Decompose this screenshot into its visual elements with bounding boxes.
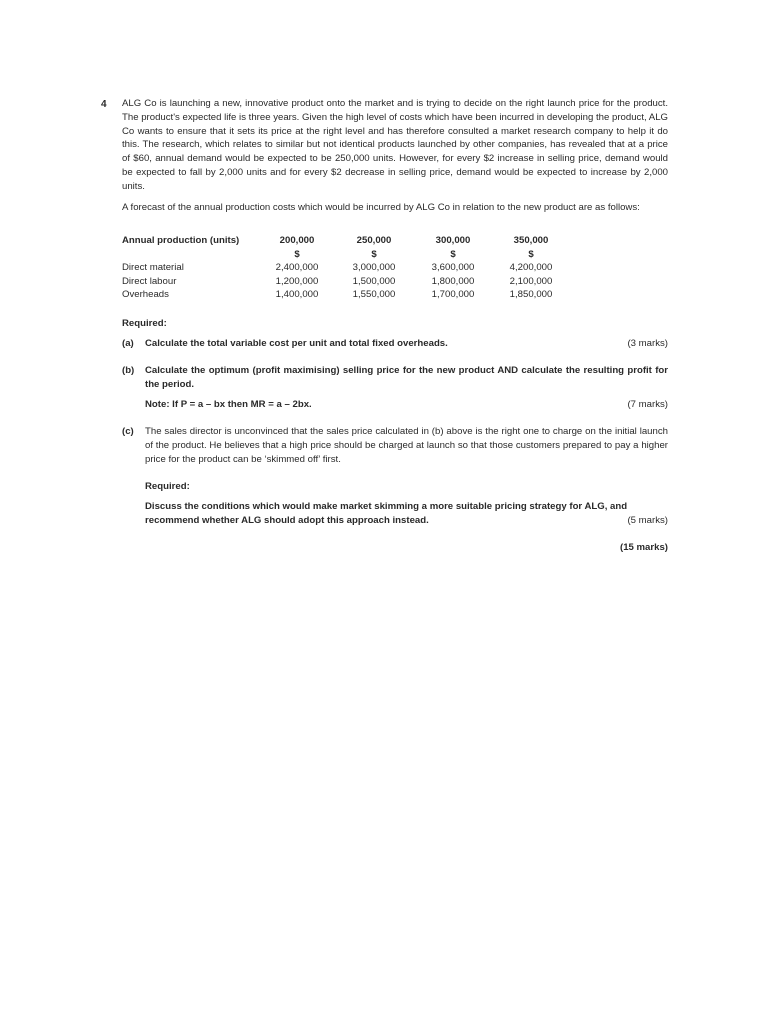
table-cell: 2,400,000: [275, 262, 319, 274]
part-b-note: Note: If P = a – bx then MR = a – 2bx.: [145, 398, 312, 410]
part-c-discuss: [145, 500, 668, 528]
table-cell: 2,100,000: [509, 275, 553, 287]
table-header-label: Annual production (units): [122, 235, 240, 246]
cost-table: [122, 234, 668, 302]
currency-label: $: [450, 248, 456, 260]
table-row: [122, 288, 668, 302]
required-heading: Required:: [122, 318, 167, 329]
table-cell: 1,550,000: [352, 289, 396, 301]
column-header: 300,000: [435, 235, 471, 246]
row-label: Direct labour: [122, 275, 177, 287]
table-cell: 1,850,000: [509, 289, 553, 301]
column-header: 200,000: [279, 235, 315, 246]
question-intro: ALG Co is launching a new, innovative product onto the market and is trying to decide on the right launch price for the product. The product's expected life is three years. Given the high level of costs which have been incurred in developing the product, ALG Co wants to ensure that it sets its price at the right level and has therefore consulted a market research company to help it do this. The research, which relates to similar but not identical products launched by other companies, has revealed that at a price of $60, annual demand would be expected to be 250,000 units. However, for every $2 increase in selling price, demand would be expected to fall by 2,000 units and for every $2 decrease in selling price, demand would be expected to increase by 2,000 units.: [122, 98, 668, 192]
table-cell: 4,200,000: [509, 262, 553, 274]
currency-label: $: [371, 248, 377, 260]
part-c-required-heading: Required:: [145, 481, 190, 492]
discuss-line-2: recommend whether ALG should adopt this approach instead.: [145, 514, 429, 526]
table-cell: 1,200,000: [275, 275, 319, 287]
part-c-marks: (5 marks): [627, 514, 668, 526]
table-cell: 1,400,000: [275, 289, 319, 301]
table-cell: 1,800,000: [431, 275, 475, 287]
table-row: [122, 261, 668, 275]
discuss-line-1: Discuss the conditions which would make market skimming a more suitable pricing strategy for ALG, and: [145, 501, 628, 512]
table-cell: 1,500,000: [352, 275, 396, 287]
currency-label: $: [528, 248, 534, 260]
table-cell: 3,600,000: [431, 262, 475, 274]
column-header: 350,000: [513, 235, 549, 246]
part-a: [122, 337, 668, 351]
table-header-row: [122, 234, 668, 248]
table-cell: 1,700,000: [431, 289, 475, 301]
part-letter: (b): [122, 365, 135, 376]
part-a-text: Calculate the total variable cost per unit and total fixed overheads.: [145, 338, 448, 349]
column-header: 250,000: [356, 235, 392, 246]
forecast-text: A forecast of the annual production costs which would be incurred by ALG Co in relation to the new product are as follows:: [122, 202, 640, 213]
part-a-marks: (3 marks): [627, 338, 668, 349]
question-number: 4: [101, 99, 107, 110]
row-label: Overheads: [122, 289, 169, 301]
currency-row: [122, 248, 668, 262]
currency-label: $: [294, 248, 300, 260]
part-b: [122, 364, 668, 411]
part-c-text: The sales director is unconvinced that the sales price calculated in (b) above is the right one to charge on the initial launch of the product. He believes that a high price should be charged at launch so that those customers prepared to pay a higher price for the product can be ‘skimmed off’ first.: [145, 426, 668, 465]
part-b-marks: (7 marks): [627, 398, 668, 410]
part-letter: (a): [122, 338, 134, 349]
row-label: Direct material: [122, 262, 184, 274]
part-letter: (c): [122, 426, 134, 437]
part-b-text: Calculate the optimum (profit maximising) selling price for the new product AND calculate the resulting profit for the period.: [145, 365, 668, 390]
total-marks: (15 marks): [620, 542, 668, 553]
table-cell: 3,000,000: [352, 262, 396, 274]
part-c: [122, 425, 668, 466]
table-row: [122, 275, 668, 289]
